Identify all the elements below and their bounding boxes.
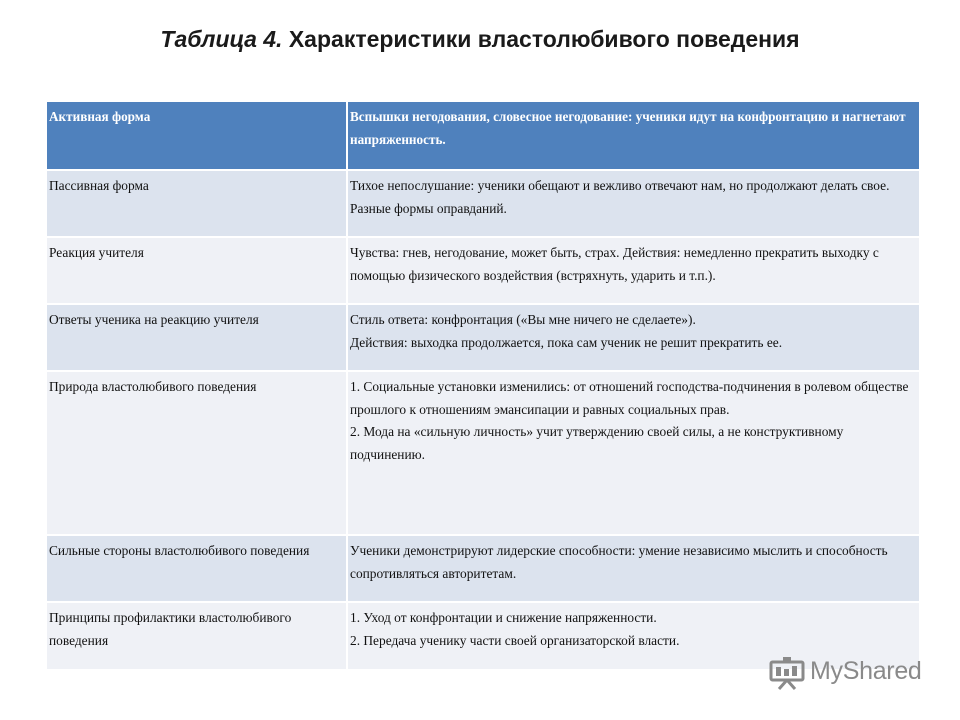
row-description xyxy=(347,371,920,535)
table-row xyxy=(47,170,920,237)
table-row xyxy=(47,237,920,304)
description-line: 2. Мода на «сильную личность» учит утверждению своей силы, а не конструктивному подчинению. xyxy=(350,424,844,462)
watermark-text: MyShared xyxy=(810,657,922,685)
row-description xyxy=(347,237,920,304)
description-line: Стиль ответа: конфронтация («Вы мне ничего не сделаете»). xyxy=(350,312,696,327)
table-row xyxy=(47,371,920,535)
description-line: Чувства: гнев, негодование, может быть, страх. Действия: немедленно прекратить выходку с помощью физического воздействия (встряхнуть, ударить и т.п.). xyxy=(350,245,879,283)
row-label: Ответы ученика на реакцию учителя xyxy=(47,304,347,371)
row-label: Пассивная форма xyxy=(47,170,347,237)
description-line: 1. Уход от конфронтации и снижение напряженности. xyxy=(350,610,657,625)
description-line: Вспышки негодования, словесное негодование: ученики идут на конфронтацию и нагнетают напряженность. xyxy=(350,109,906,147)
table-number: Таблица 4. xyxy=(160,26,283,52)
row-label: Активная форма xyxy=(47,102,347,170)
characteristics-table xyxy=(47,102,921,671)
table-row xyxy=(47,102,920,170)
projector-screen-icon xyxy=(768,656,806,690)
table-row xyxy=(47,304,920,371)
row-label: Сильные стороны властолюбивого поведения xyxy=(47,535,347,602)
description-line: Ученики демонстрируют лидерские способности: умение независимо мыслить и способность сопротивляться авторитетам. xyxy=(350,543,888,581)
description-line: Тихое непослушание: ученики обещают и вежливо отвечают нам, но продолжают делать свое. Разные формы оправданий. xyxy=(350,178,890,216)
row-label: Принципы профилактики властолюбивого поведения xyxy=(47,602,347,670)
myshared-watermark xyxy=(768,656,938,690)
table-row xyxy=(47,535,920,602)
table-title-text: Характеристики властолюбивого поведения xyxy=(288,26,800,52)
row-description xyxy=(347,304,920,371)
description-line: 1. Социальные установки изменились: от отношений господства-подчинения в ролевом обществе прошлого к отношениям эмансипации и равных социальных прав. xyxy=(350,379,909,417)
row-description xyxy=(347,170,920,237)
page-title xyxy=(0,26,960,53)
description-line: Действия: выходка продолжается, пока сам ученик не решит прекратить ее. xyxy=(350,334,783,350)
row-label: Природа властолюбивого поведения xyxy=(47,371,347,535)
description-line: 2. Передача ученику части своей организаторской власти. xyxy=(350,632,680,648)
row-label: Реакция учителя xyxy=(47,237,347,304)
row-description xyxy=(347,535,920,602)
row-description xyxy=(347,102,920,170)
